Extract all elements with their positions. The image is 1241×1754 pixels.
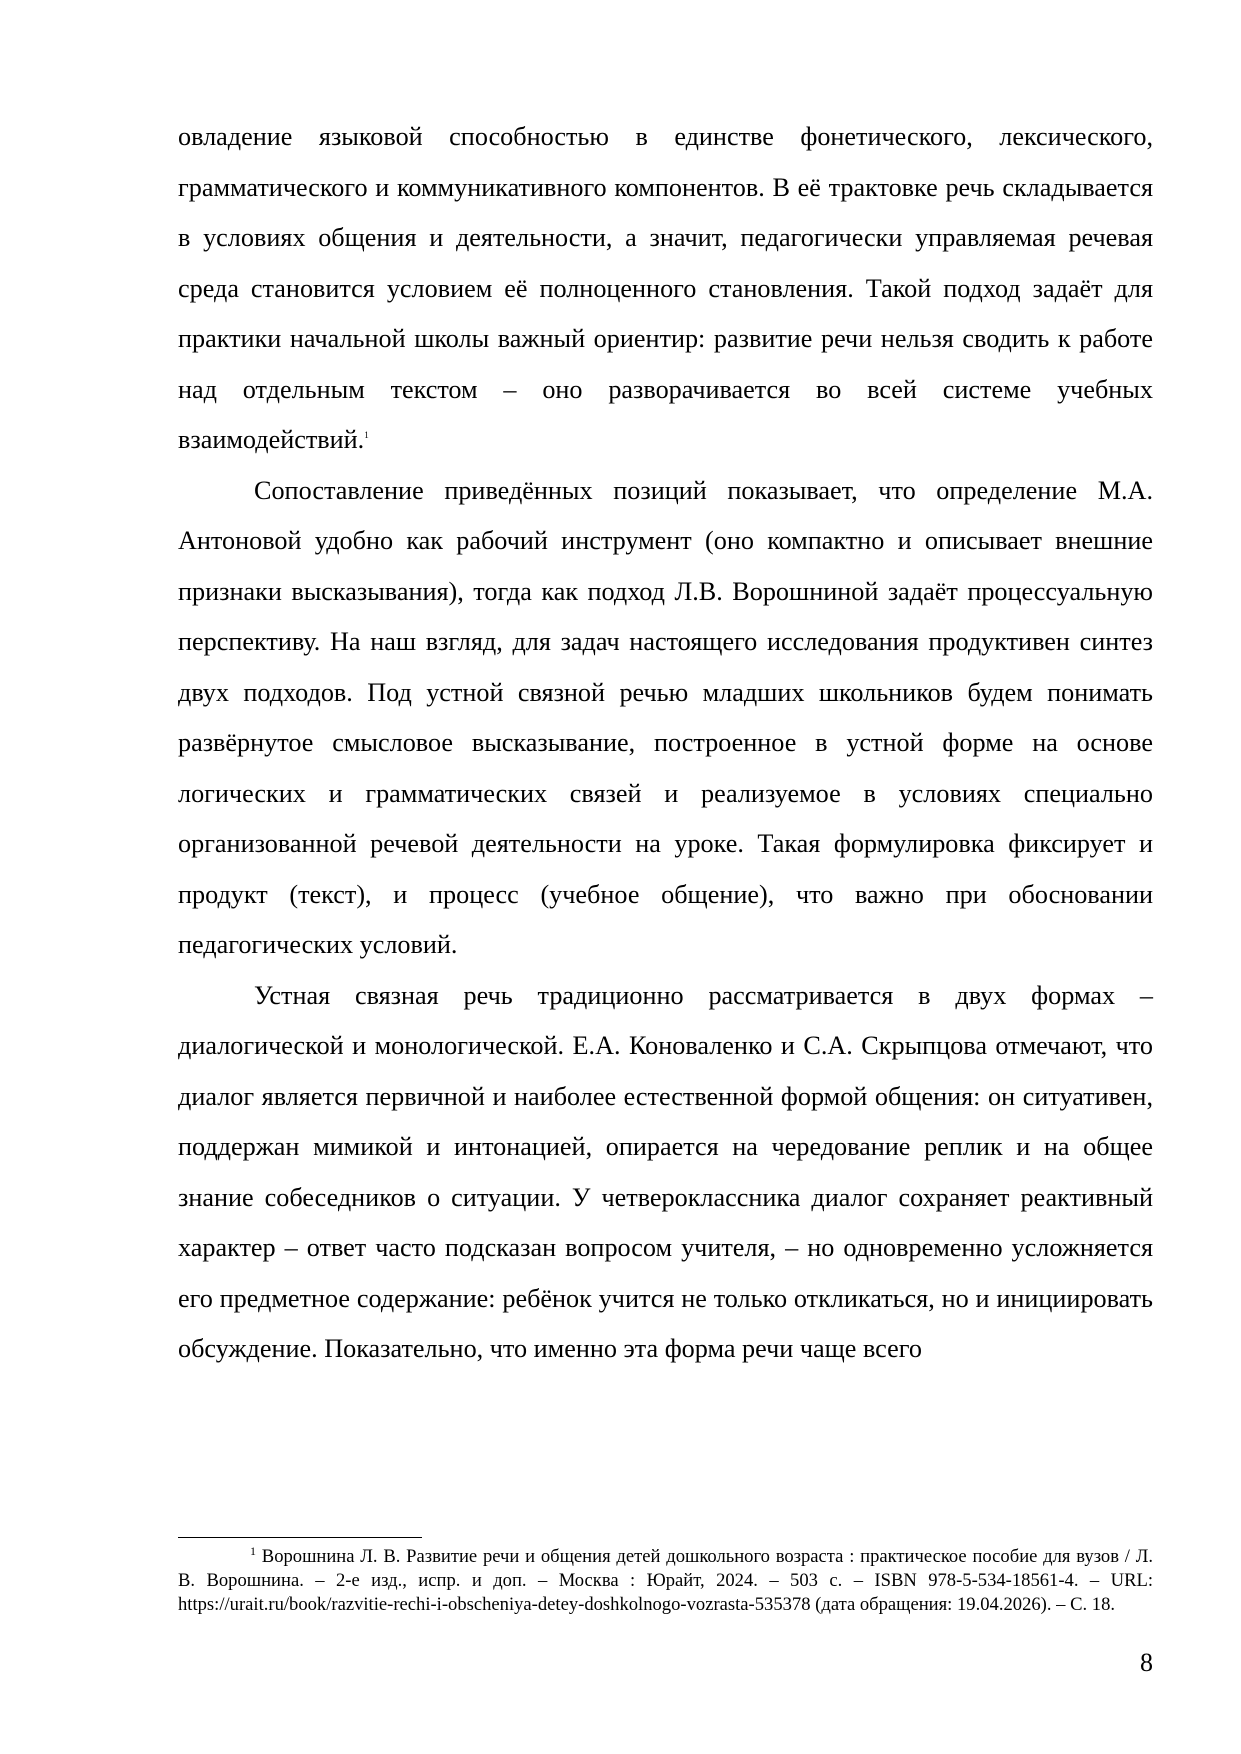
footnote: [178, 1545, 1153, 1617]
footnote-number: 1: [250, 1544, 256, 1558]
body-text: [178, 112, 1153, 1375]
paragraph-1: [178, 112, 1153, 466]
paragraph-2: Сопоставление приведённых позиций показывает, что определение М.А. Антоновой удобно как рабочий инструмент (оно компактно и описывает внешние признаки высказывания), тогда как подход Л.В. Ворошниной задаёт процессуальную перспективу. На наш взгляд, для задач настоящего исследования продуктивен синтез двух подходов. Под устной связной речью младших школьников будем понимать развёрнутое смысловое высказывание, построенное в устной форме на основе логических и грамматических связей и реализуемое в условиях специально организованной речевой деятельности на уроке. Такая формулировка фиксирует и продукт (текст), и процесс (учебное общение), что важно при обосновании педагогических условий.: [178, 475, 1153, 959]
paragraph-1-text: овладение языковой способностью в единстве фонетического, лексического, грамматического и коммуникативного компонентов. В её трактовке речь складывается в условиях общения и деятельности, а значит, педагогически управляемая речевая среда становится условием её полноценного становления. Такой подход задаёт для практики начальной школы важный ориентир: развитие речи нельзя сводить к работе над отдельным текстом – оно разворачивается во всей системе учебных взаимодействий.: [178, 122, 1153, 454]
footnote-reference: 1: [364, 430, 369, 440]
page-number: 8: [1140, 1648, 1153, 1677]
footnote-separator: [178, 1537, 422, 1538]
footnote-text: Ворошнина Л. В. Развитие речи и общения детей дошкольного возраста : практическое пособие для вузов / Л. В. Ворошнина. – 2-е изд., испр. и доп. – Москва : Юрайт, 2024. – 503 с. – ISBN 978-5-534-18561-4. – URL: https://urait.ru/book/razvitie-rechi-i-obscheniya-detey-doshkolnogo-vozrasta-535378 (дата обращения: 19.04.2026). – С. 18.: [178, 1546, 1153, 1615]
paragraph-3: Устная связная речь традиционно рассматривается в двух формах – диалогической и монологической. Е.А. Коноваленко и С.А. Скрыпцова отмечают, что диалог является первичной и наиболее естественной формой общения: он ситуативен, поддержан мимикой и интонацией, опирается на чередование реплик и на общее знание собеседников о ситуации. У четвероклассника диалог сохраняет реактивный характер – ответ часто подсказан вопросом учителя, – но одновременно усложняется его предметное содержание: ребёнок учится не только откликаться, но и инициировать обсуждение. Показательно, что именно эта форма речи чаще всего: [178, 980, 1153, 1363]
